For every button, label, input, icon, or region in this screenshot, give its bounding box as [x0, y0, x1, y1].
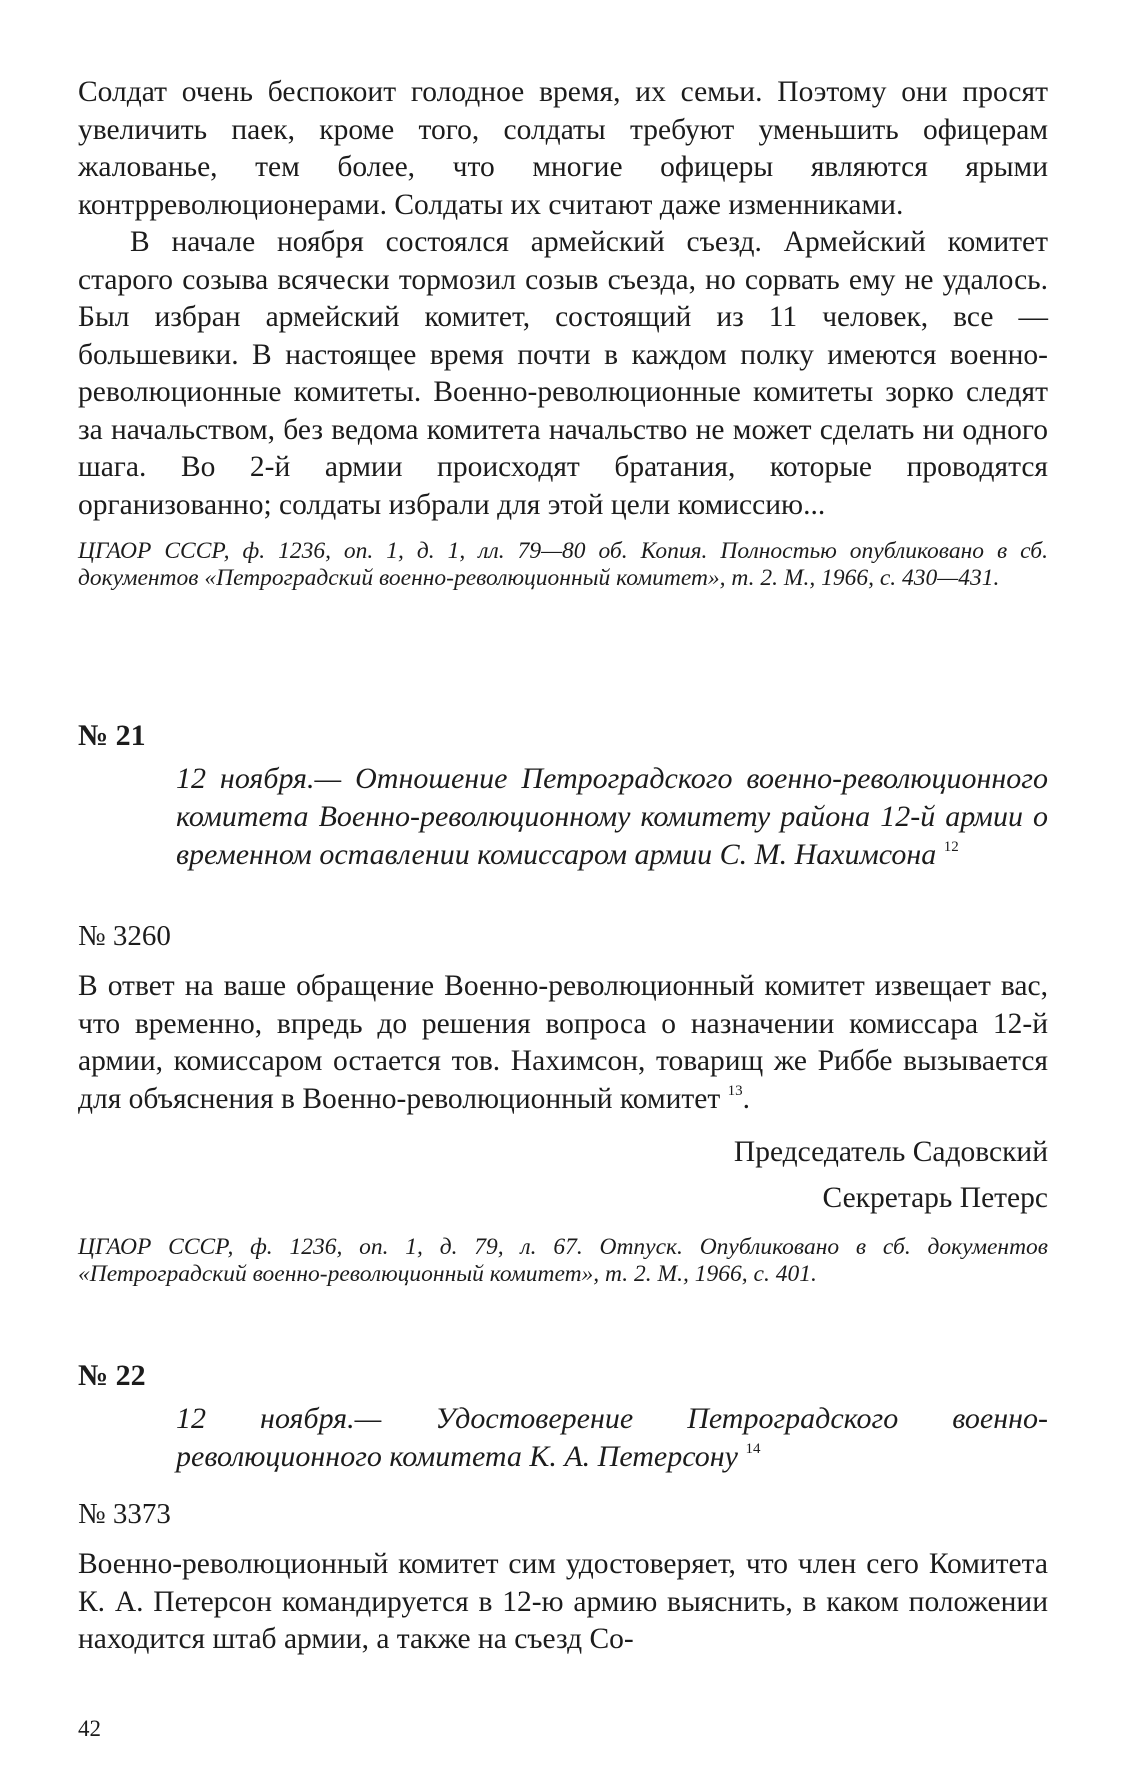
heading-text: 12 ноября.— Отношение Петроградского военно-революционного комитета Военно-революционному комитету района 12-й армии о временном оставлении комиссаром армии С. М. Нахимсона	[176, 762, 1048, 871]
footnote-ref: 12	[943, 839, 959, 855]
document-body: Военно-революционный комитет сим удостоверяет, что член сего Комитета К. А. Петерсон командируется в 12-ю армию выяснить, в каком положении находится штаб армии, а также на съезд Со-	[78, 1548, 1048, 1655]
footnote-ref: 14	[745, 1441, 761, 1457]
body-text: В ответ на ваше обращение Военно-революционный комитет извещает вас, что временно, впредь до решения вопроса о назначении комиссара 12-й армии, комиссаром остается тов. Нахимсон, товарищ же Риббе вызывается для объяснения в Военно-революционный комитет	[78, 970, 1048, 1115]
heading-text: 12 ноября.— Удостоверение Петроградского военно-революционного комитета К. А. Петерсону	[176, 1402, 1048, 1473]
page-number: 42	[78, 1716, 101, 1741]
paragraph: В начале ноября состоялся армейский съезд. Армейский комитет старого созыва всячески тормозил созыв съезда, но сорвать ему не удалось. Был избран армейский комитет, состоящий из 11 человек, все — большевики. В настоящее время почти в каждом полку имеются военно-революционные комитеты. Военно-революционные комитеты зорко следят за начальством, без ведома комитета начальство не может сделать ни одного шага. Во 2-й армии происходят братания, которые проводятся организованно; солдаты избрали для этой цели комиссию...	[78, 226, 1048, 521]
archive-source: ЦГАОР СССР, ф. 1236, оп. 1, д. 1, лл. 79—80 об. Копия. Полностью опубликовано в сб. документов «Петроградский военно-революционный комитет», т. 2. М., 1966, с. 430—431.	[78, 538, 1048, 591]
document-number: № 22	[78, 1359, 146, 1392]
registration-number: № 3260	[78, 920, 171, 952]
signature-secretary: Секретарь Петерс	[822, 1182, 1048, 1214]
document-heading	[176, 760, 1048, 874]
body-end: .	[742, 1082, 751, 1115]
paragraph: Солдат очень беспокоит голодное время, их семьи. Поэтому они просят увеличить паек, кроме того, солдаты требуют уменьшить офицерам жалованье, тем более, что многие офицеры являются ярыми контрреволюционерами. Солдаты их считают даже изменниками.	[78, 76, 1048, 221]
document-body	[78, 968, 1048, 1118]
signature-chairman: Председатель Садовский	[733, 1136, 1048, 1168]
registration-number: № 3373	[78, 1498, 171, 1530]
continuation-block	[78, 74, 1048, 592]
document-number: № 21	[78, 719, 146, 752]
document-heading	[176, 1400, 1048, 1476]
archive-source: ЦГАОР СССР, ф. 1236, оп. 1, д. 79, л. 67. Отпуск. Опубликовано в сб. документов «Петроградский военно-революционный комитет», т. 2. М., 1966, с. 401.	[78, 1234, 1048, 1287]
footnote-ref: 13	[727, 1082, 743, 1099]
